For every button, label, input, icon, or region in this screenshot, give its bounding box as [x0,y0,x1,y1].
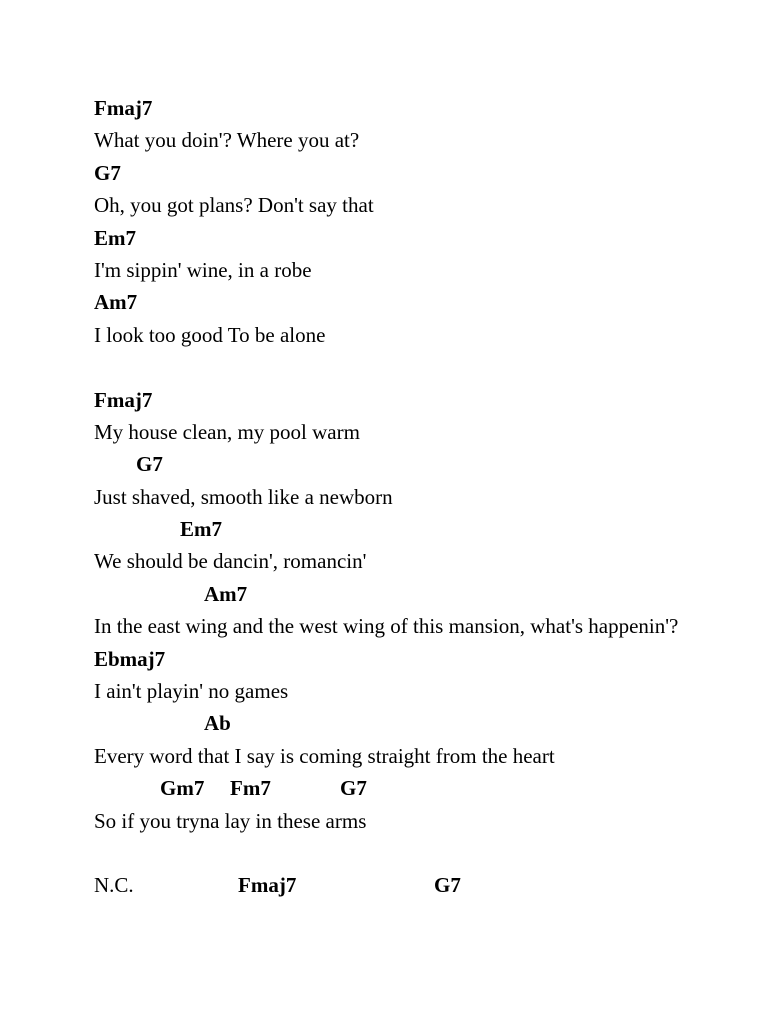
chord-line: G7 [136,452,163,477]
lyric-line: I look too good To be alone [94,322,326,347]
stanza-gap [94,837,734,869]
chord-line: G7 [94,160,121,185]
lyric-line: What you doin'? Where you at? [94,128,360,153]
chord-line: Em7 [180,517,222,542]
chord: Fmaj7 [238,873,297,898]
stanza-gap [94,351,734,383]
chord-line: Fmaj7 [94,387,153,412]
chord-line: Em7 [94,225,136,250]
chord-sheet [94,92,734,902]
no-chord-marker: N.C. [94,873,134,898]
lyric-line: So if you tryna lay in these arms [94,808,367,833]
outro-line [94,869,734,901]
chord-line: Am7 [204,581,248,606]
chord: Fm7 [230,776,271,801]
chord-line: Fmaj7 [94,96,153,120]
lyric-line: Just shaved, smooth like a newborn [94,484,393,509]
chord: Gm7 [160,776,205,801]
lyric-line: I'm sippin' wine, in a robe [94,257,312,282]
chord-line [94,772,734,804]
chord: G7 [434,873,461,898]
chord-line: Ebmaj7 [94,646,166,671]
lyric-line: I ain't playin' no games [94,679,289,704]
chord-line: Ab [204,711,231,736]
lyric-line: Oh, you got plans? Don't say that [94,193,374,218]
chord-line: Am7 [94,290,138,315]
lyric-line: Every word that I say is coming straight from the heart [94,743,555,768]
lyric-line: My house clean, my pool warm [94,419,360,444]
chord: G7 [340,776,367,801]
lyric-line: In the east wing and the west wing of this mansion, what's happenin'? [94,614,679,639]
lyric-line: We should be dancin', romancin' [94,549,367,574]
